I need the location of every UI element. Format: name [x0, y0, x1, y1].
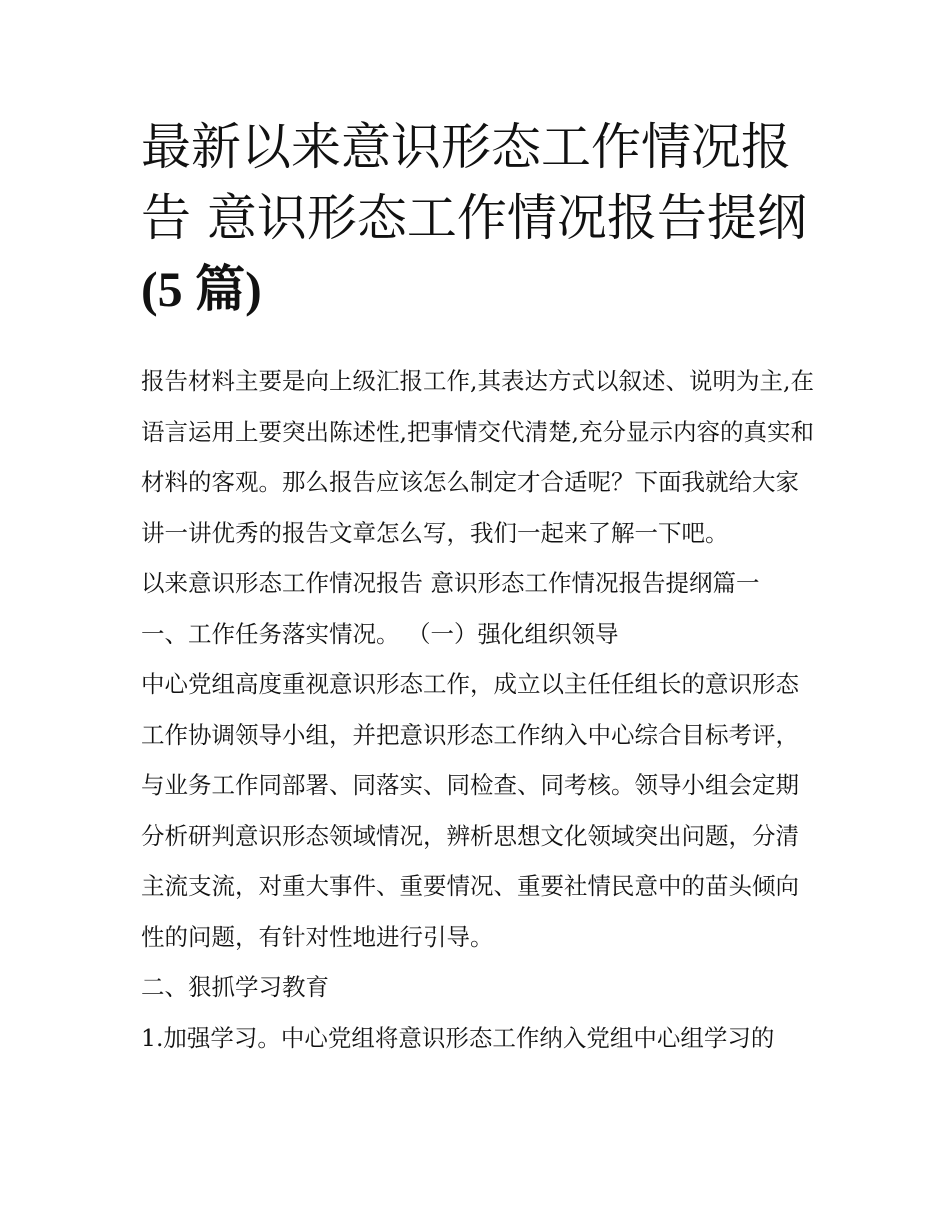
- title-line-1: 最新以来意识形态工作情况报: [141, 118, 791, 176]
- title-line-2: 告 意识形态工作情况报告提纲: [141, 189, 807, 247]
- paragraph-strengthen-study: 1.加强学习。中心党组将意识形态工作纳入党组中心组学习的: [141, 1023, 775, 1052]
- section-title: 以来意识形态工作情况报告 意识形态工作情况报告提纲篇一: [141, 569, 760, 597]
- document-body: [141, 356, 821, 1063]
- heading-task-implementation: 一、工作任务落实情况。 （一）强化组织领导: [141, 619, 619, 648]
- heading-study-education: 二、狠抓学习教育: [141, 973, 329, 1001]
- title-line-3: (5 篇): [141, 261, 262, 317]
- paragraph-organization-leadership: 中心党组高度重视意识形态工作，成立以主任任组长的意识形态工作协调领导小组，并把意识形态工作纳入中心综合目标考评，与业务工作同部署、同落实、同检查、同考核。领导小组会定期分析研判意识形态领域情况，辨析思想文化领域突出问题，分清主流支流，对重大事件、重要情况、重要社情民意中的苗头倾向性的问题，有针对性地进行引导。: [141, 670, 799, 951]
- intro-paragraph: 报告材料主要是向上级汇报工作,其表达方式以叙述、说明为主,在语言运用上要突出陈述性,把事情交代清楚,充分显示内容的真实和材料的客观。那么报告应该怎么制定才合适呢？下面我就给大家讲一讲优秀的报告文章怎么写，我们一起来了解一下吧。: [141, 367, 814, 547]
- document-title: [141, 112, 831, 325]
